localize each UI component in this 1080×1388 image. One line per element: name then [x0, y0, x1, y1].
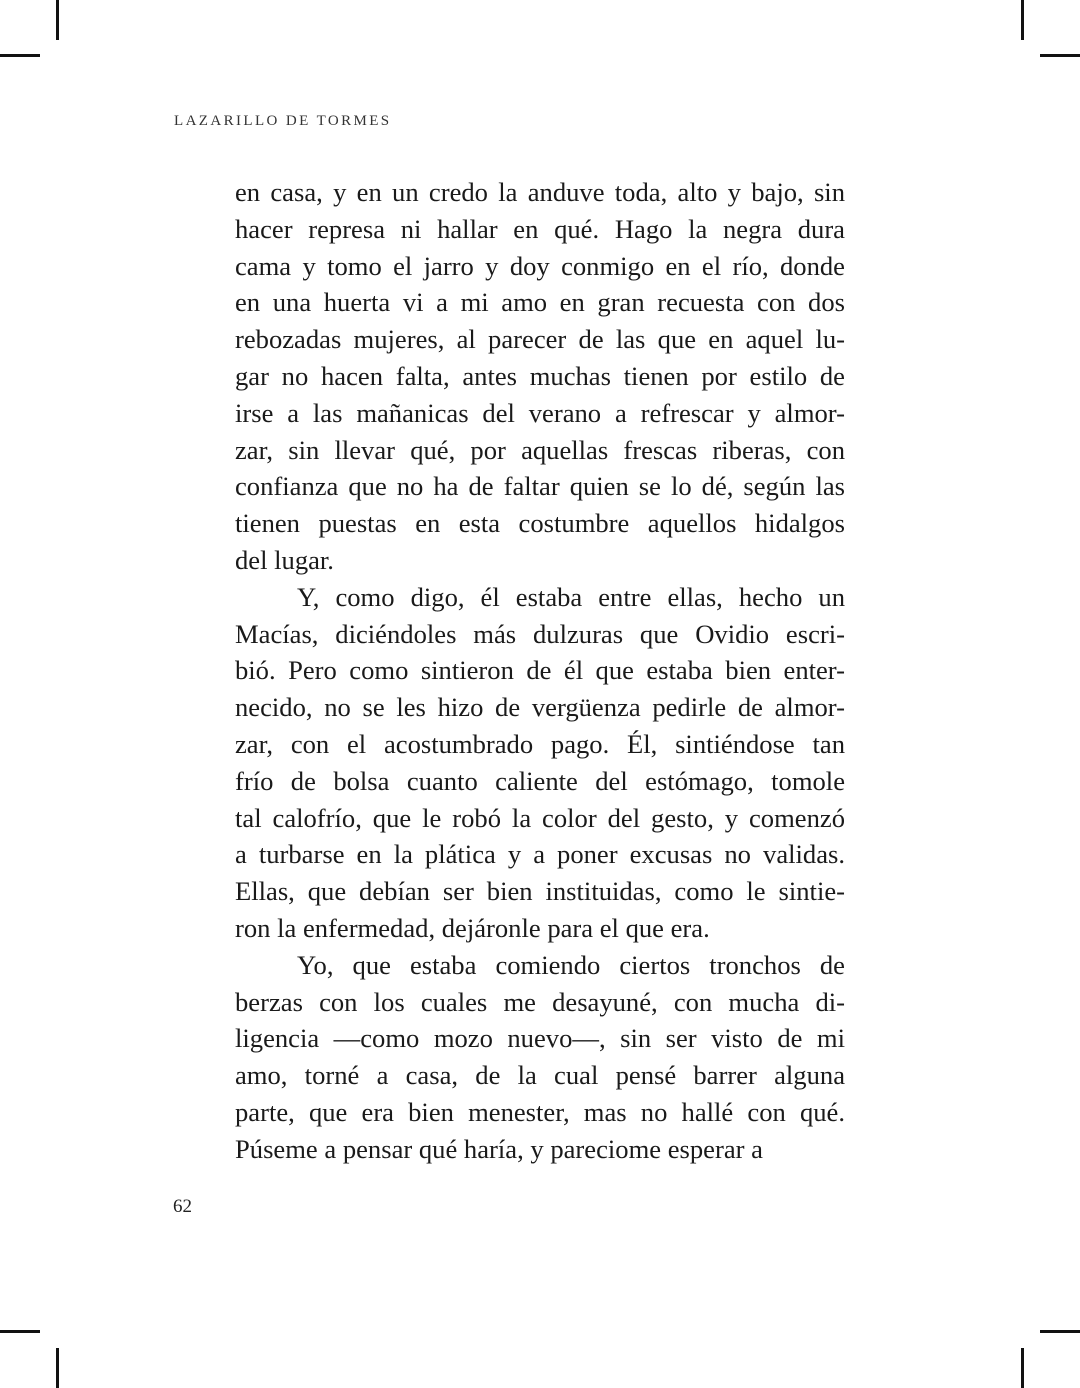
- crop-mark-top-left-vertical: [56, 0, 59, 40]
- text-line: rebozadas mujeres, al parecer de las que en aquel lu-: [235, 324, 845, 355]
- paragraph: [235, 174, 845, 579]
- text-line: Y, como digo, él estaba entre ellas, hecho un: [297, 581, 845, 612]
- paragraph: [235, 947, 845, 1168]
- crop-mark-top-left-horizontal: [0, 54, 40, 57]
- crop-mark-top-right-horizontal: [1040, 54, 1080, 57]
- text-line: tal calofrío, que le robó la color del gesto, y comenzó: [235, 802, 845, 833]
- crop-mark-bottom-left-horizontal: [0, 1330, 40, 1333]
- crop-mark-bottom-right-vertical: [1021, 1348, 1024, 1388]
- text-line: hacer represa ni hallar en qué. Hago la negra dura: [235, 213, 845, 244]
- crop-mark-bottom-left-vertical: [56, 1348, 59, 1388]
- text-line: berzas con los cuales me desayuné, con mucha di-: [235, 986, 845, 1017]
- text-line: amo, torné a casa, de la cual pensé barrer alguna: [235, 1060, 845, 1091]
- text-line: del lugar.: [235, 544, 334, 575]
- text-line: gar no hacen falta, antes muchas tienen por estilo de: [235, 360, 845, 391]
- crop-mark-top-right-vertical: [1021, 0, 1024, 40]
- text-line: ron la enfermedad, dejáronle para el que era.: [235, 912, 710, 943]
- text-line: Yo, que estaba comiendo ciertos tronchos de: [297, 949, 845, 980]
- text-line: en una huerta vi a mi amo en gran recuesta con dos: [235, 287, 845, 318]
- text-line: confianza que no ha de faltar quien se lo dé, según las: [235, 471, 845, 502]
- text-line: Ellas, que debían ser bien instituidas, como le sintie-: [235, 876, 845, 907]
- text-line: parte, que era bien menester, mas no hallé con qué.: [235, 1096, 845, 1127]
- body-text: [235, 174, 845, 1168]
- text-line: zar, con el acostumbrado pago. Él, sintiéndose tan: [235, 728, 845, 759]
- text-line: frío de bolsa cuanto caliente del estómago, tomole: [235, 765, 845, 796]
- text-line: tienen puestas en esta costumbre aquellos hidalgos: [235, 508, 845, 539]
- text-line: necido, no se les hizo de vergüenza pedirle de almor-: [235, 692, 845, 723]
- text-line: zar, sin llevar qué, por aquellas frescas riberas, con: [235, 434, 845, 465]
- text-line: irse a las mañanicas del verano a refrescar y almor-: [235, 397, 845, 428]
- text-line: Macías, diciéndoles más dulzuras que Ovidio escri-: [235, 618, 845, 649]
- text-line: Púseme a pensar qué haría, y pareciome esperar a: [235, 1133, 763, 1164]
- running-header: LAZARILLO DE TORMES: [174, 113, 392, 129]
- page-number: 62: [173, 1196, 192, 1217]
- text-line: cama y tomo el jarro y doy conmigo en el río, donde: [235, 250, 845, 281]
- crop-mark-bottom-right-horizontal: [1040, 1330, 1080, 1333]
- text-line: ligencia —como mozo nuevo—, sin ser visto de mi: [235, 1023, 845, 1054]
- paragraph: [235, 579, 845, 947]
- text-line: en casa, y en un credo la anduve toda, alto y bajo, sin: [235, 177, 845, 207]
- text-line: bió. Pero como sintieron de él que estaba bien enter-: [235, 655, 845, 686]
- text-line: a turbarse en la plática y a poner excusas no validas.: [235, 839, 845, 870]
